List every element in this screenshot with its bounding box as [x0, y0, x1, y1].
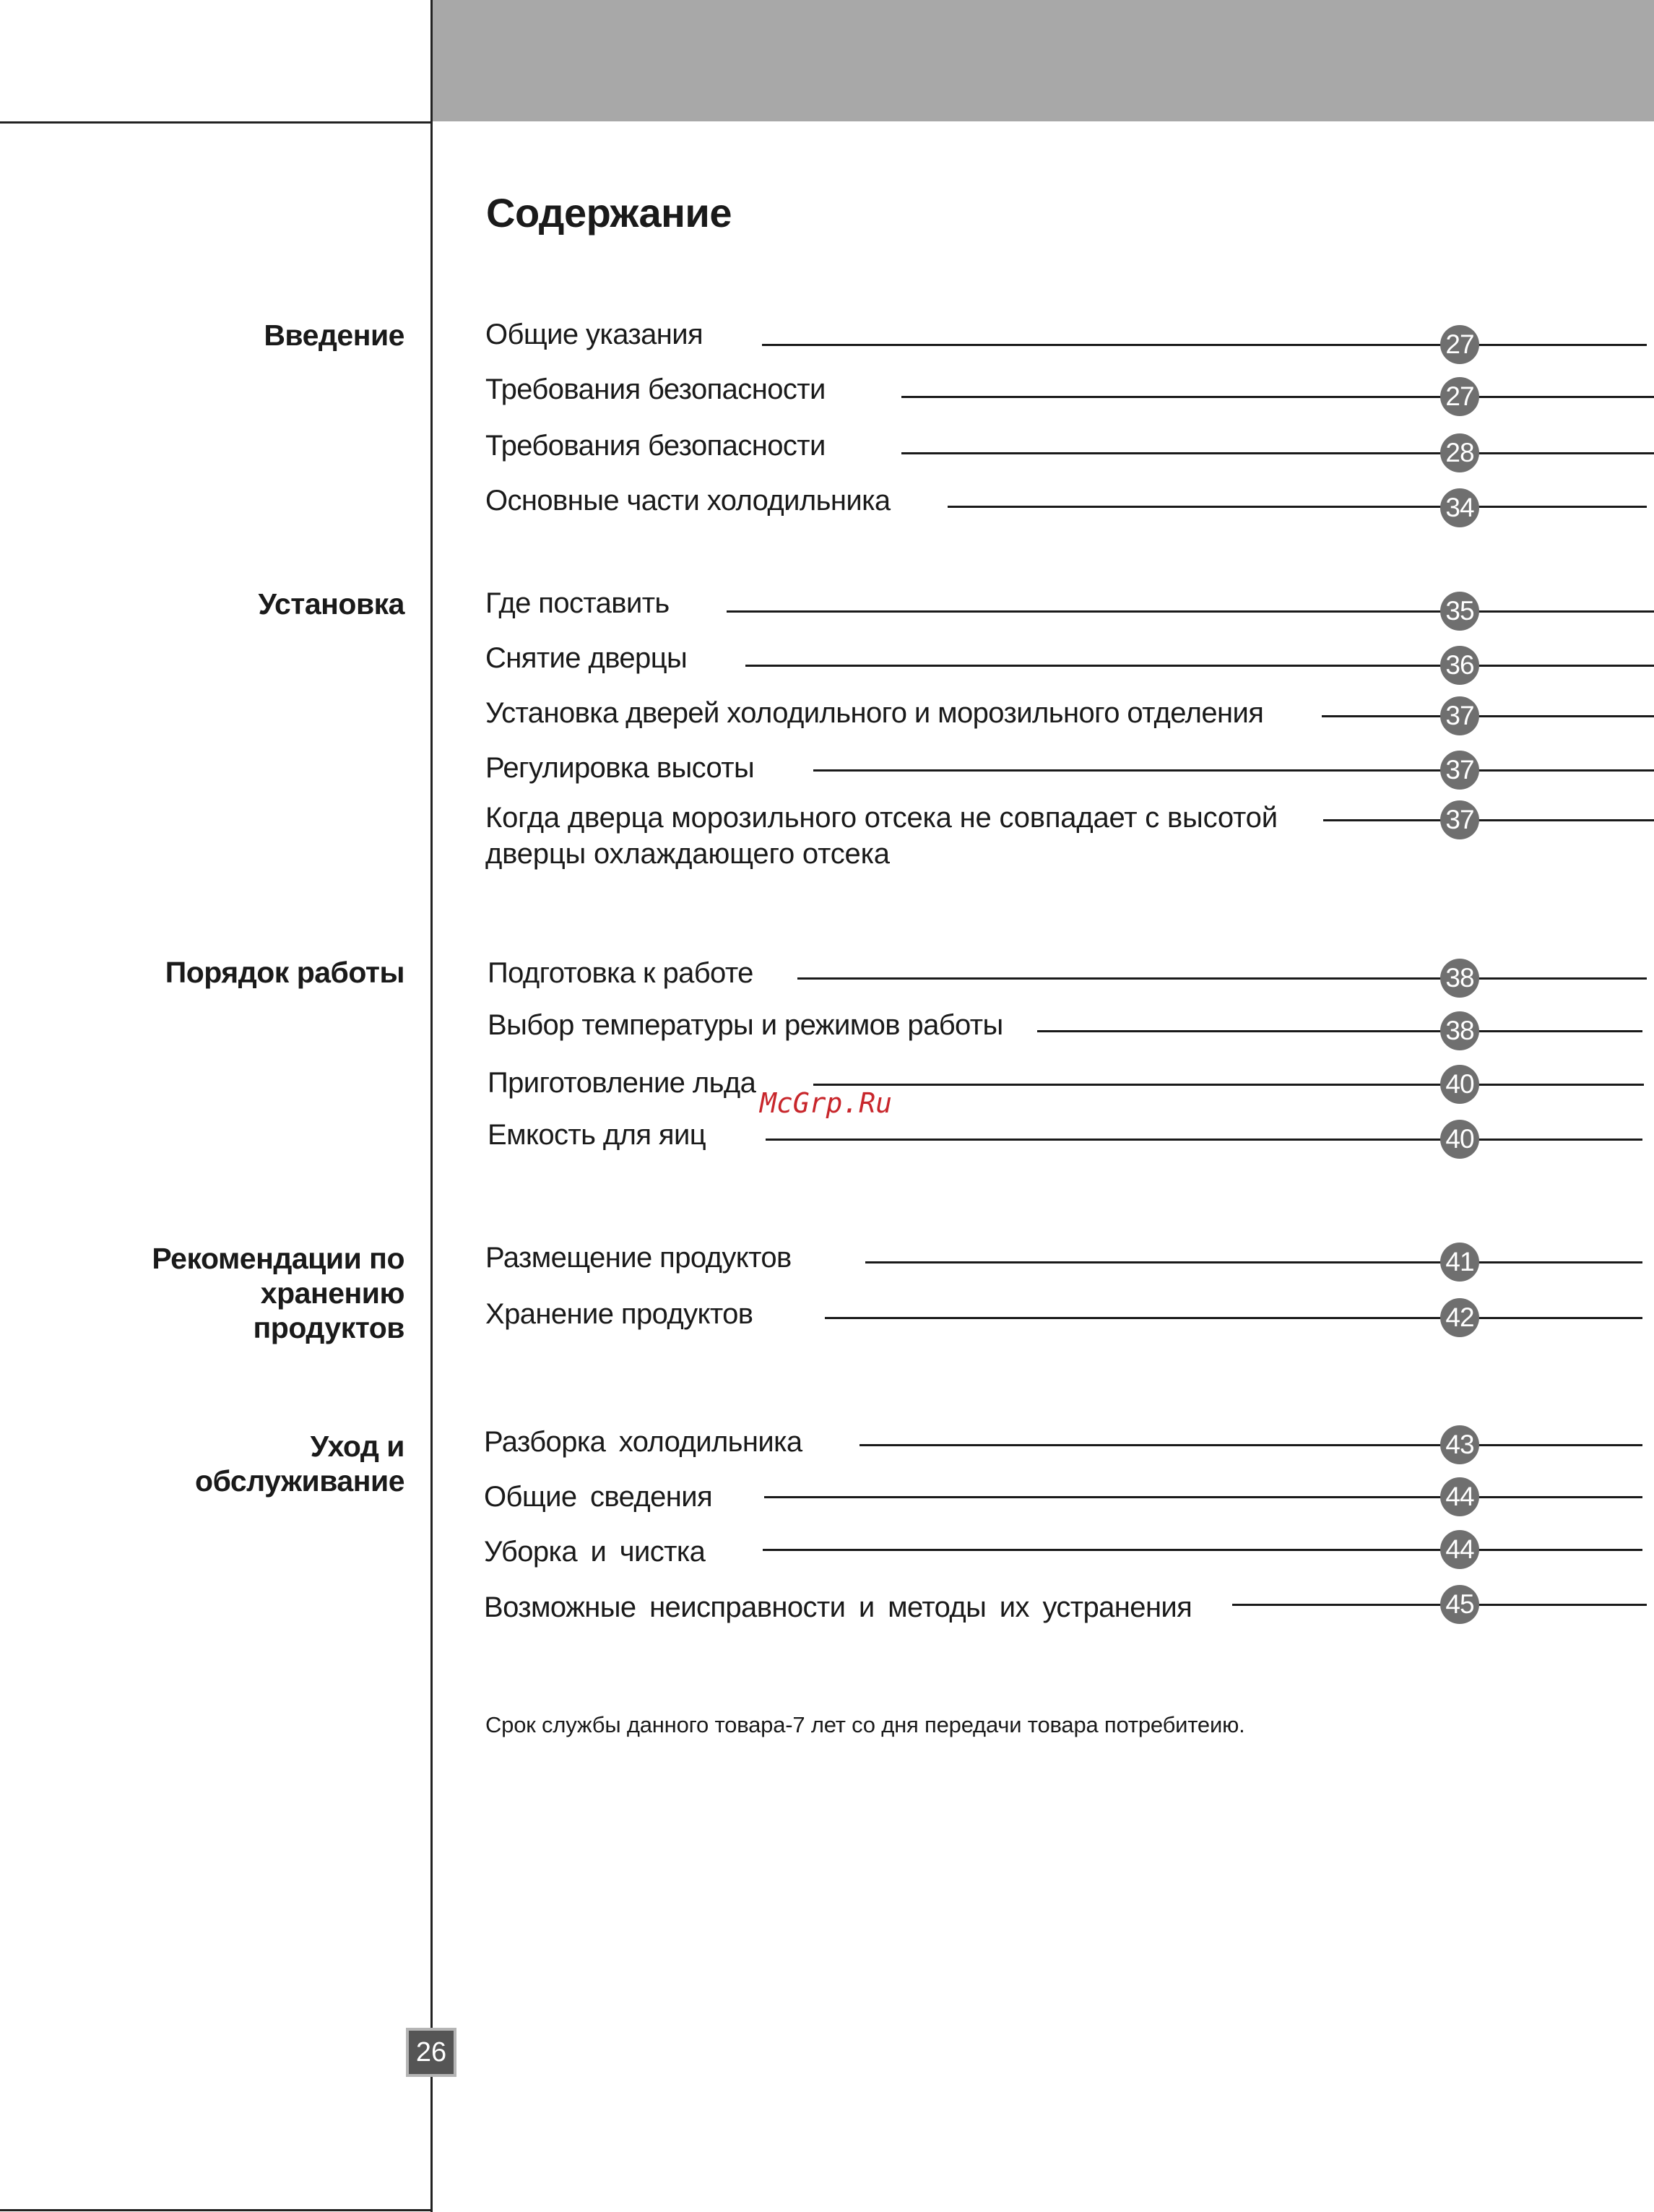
toc-page-badge: 38: [1440, 1011, 1479, 1050]
header-band: [432, 0, 1654, 121]
watermark: McGrp.Ru: [760, 1087, 893, 1119]
section-label-intro: Введение: [264, 319, 404, 352]
toc-entry-text[interactable]: Уборка и чистка: [484, 1536, 706, 1568]
toc-leader-line: [901, 396, 1654, 398]
toc-page-badge: 43: [1440, 1425, 1479, 1464]
toc-leader-line: [948, 506, 1647, 508]
toc-entry-text[interactable]: Размещение продуктов: [485, 1242, 792, 1274]
toc-leader-line: [1232, 1604, 1647, 1606]
toc-entry-text[interactable]: Снятие дверцы: [485, 642, 688, 674]
toc-leader-line: [766, 1139, 1642, 1141]
toc-leader-line: [764, 1496, 1642, 1498]
toc-leader-line: [865, 1261, 1642, 1263]
toc-leader-line: [727, 610, 1654, 613]
toc-entry-text[interactable]: Основные части холодильника: [485, 485, 891, 517]
section-label-install: Установка: [258, 587, 404, 621]
toc-entry-text[interactable]: Регулировка высоты: [485, 752, 755, 784]
toc-page-badge: 40: [1440, 1120, 1479, 1159]
toc-page-badge: 42: [1440, 1298, 1479, 1337]
toc-page-badge: 44: [1440, 1530, 1479, 1569]
toc-leader-line: [813, 1084, 1644, 1086]
toc-entry-text[interactable]: Подготовка к работе: [488, 957, 753, 989]
toc-leader-line: [901, 452, 1654, 454]
toc-page-badge: 28: [1440, 433, 1479, 472]
toc-leader-line: [813, 769, 1654, 772]
page-title: Содержание: [486, 190, 732, 236]
section-label-storage: Рекомендации по хранению продуктов: [152, 1242, 404, 1344]
toc-entry-text[interactable]: Возможные неисправности и методы их устранения: [484, 1591, 1192, 1623]
service-life-note: Срок службы данного товара-7 лет со дня передачи товара потребитеию.: [485, 1712, 1245, 1737]
toc-leader-line: [1037, 1030, 1642, 1032]
toc-page-badge: 35: [1440, 592, 1479, 631]
toc-leader-line: [745, 665, 1654, 667]
toc-entry-text[interactable]: Разборка холодильника: [484, 1426, 802, 1458]
toc-entry-text[interactable]: Выбор температуры и режимов работы: [488, 1009, 1003, 1041]
toc-page-badge: 37: [1440, 696, 1479, 735]
toc-leader-line: [860, 1444, 1642, 1446]
toc-entry-text[interactable]: Где поставить: [485, 587, 670, 619]
section-label-care: Уход и обслуживание: [195, 1430, 404, 1498]
toc-page-badge: 27: [1440, 325, 1479, 364]
toc-page-badge: 37: [1440, 800, 1479, 839]
toc-leader-line: [763, 1549, 1642, 1551]
toc-page-badge: 27: [1440, 377, 1479, 416]
toc-page-badge: 44: [1440, 1477, 1479, 1516]
toc-page-badge: 36: [1440, 646, 1479, 685]
toc-page-badge: 41: [1440, 1243, 1479, 1282]
section-label-operation: Порядок работы: [165, 956, 404, 989]
header-rule: [0, 121, 432, 124]
vertical-divider: [430, 0, 433, 2212]
toc-leader-line: [1322, 715, 1654, 717]
toc-entry-text[interactable]: Емкость для яиц: [488, 1119, 706, 1151]
toc-page-badge: 34: [1440, 488, 1479, 527]
toc-page-badge: 37: [1440, 751, 1479, 790]
toc-page-badge: 40: [1440, 1065, 1479, 1104]
toc-entry-text[interactable]: Хранение продуктов: [485, 1298, 753, 1330]
toc-leader-line: [825, 1317, 1642, 1319]
bottom-rule: [0, 2209, 432, 2211]
toc-leader-line: [1323, 819, 1654, 821]
toc-entry-text[interactable]: Требования безопасности: [485, 373, 826, 405]
page-number: 26: [406, 2028, 456, 2077]
toc-entry-text[interactable]: Требования безопасности: [485, 430, 826, 462]
toc-entry-text[interactable]: Приготовление льда: [488, 1067, 756, 1099]
toc-leader-line: [762, 344, 1647, 346]
toc-entry-text[interactable]: Общие указания: [485, 319, 703, 350]
toc-entry-text[interactable]: Когда дверца морозильного отсека не совпадает с высотой дверцы охлаждающего отсека: [485, 802, 1278, 870]
toc-page-badge: 38: [1440, 959, 1479, 998]
toc-page-badge: 45: [1440, 1585, 1479, 1624]
toc-entry-text[interactable]: Установка дверей холодильного и морозильного отделения: [485, 697, 1264, 729]
toc-entry-text[interactable]: Общие сведения: [484, 1481, 713, 1513]
toc-leader-line: [797, 977, 1647, 980]
